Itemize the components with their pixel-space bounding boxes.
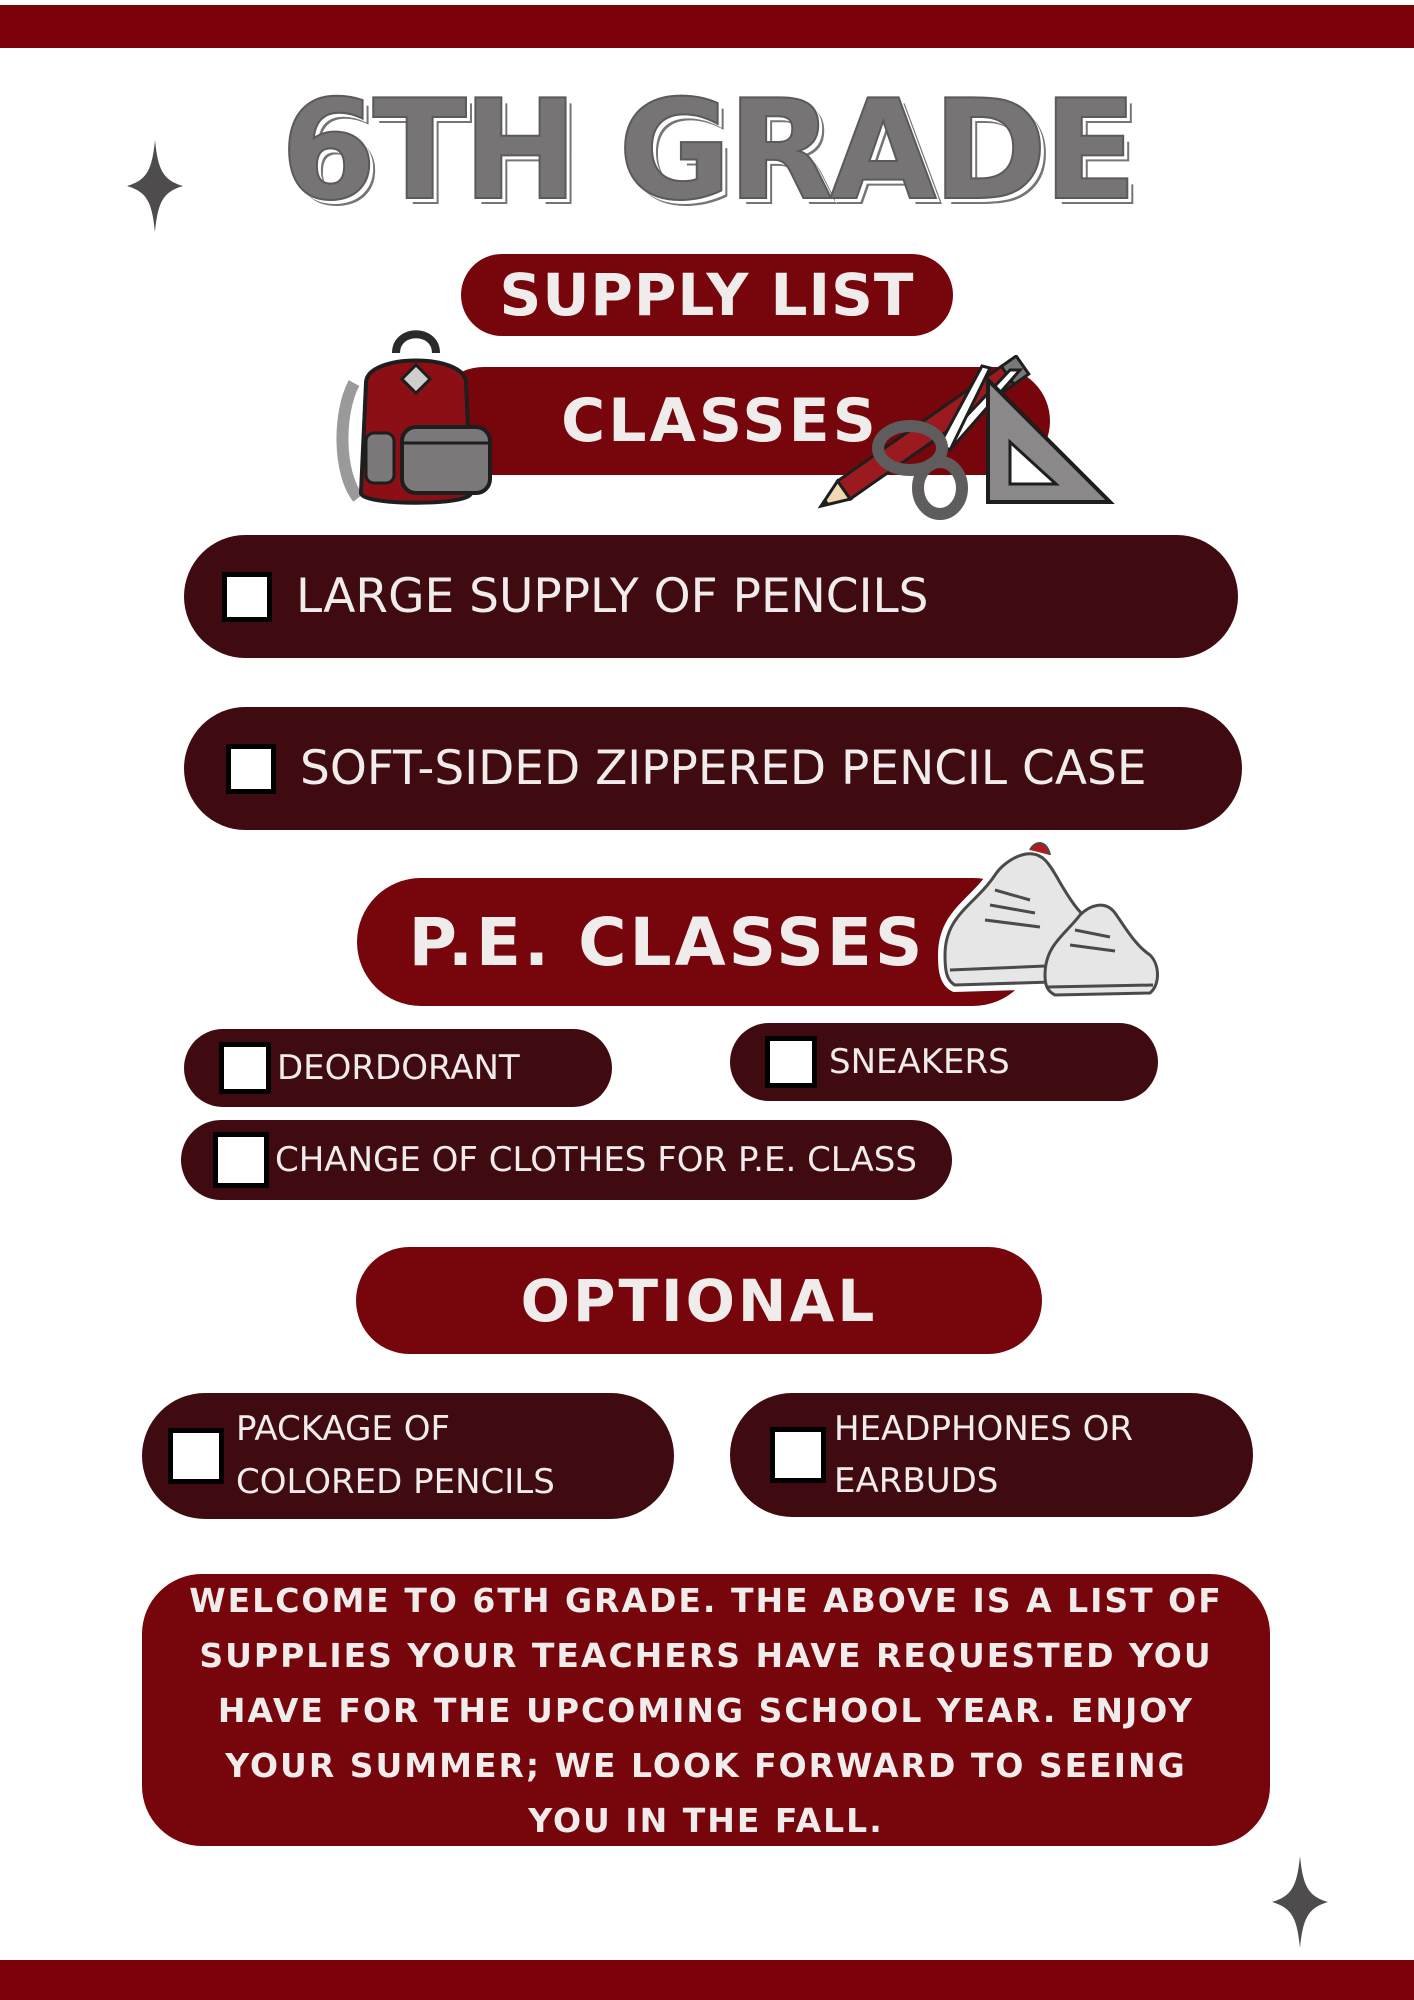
checkbox[interactable] xyxy=(226,744,276,794)
welcome-text: WELCOME TO 6TH GRADE. THE ABOVE IS A LIST OF SUPPLIES YOUR TEACHERS HAVE REQUESTED YOU HAVE FOR THE UPCOMING SCHOOL YEAR. ENJOY YOUR SUMMER; WE LOOK FORWARD TO SEEING YOU IN THE FALL. xyxy=(189,1580,1223,1840)
list-item[interactable] xyxy=(184,535,1238,658)
ruler-triangle-icon xyxy=(980,372,1116,512)
list-item[interactable] xyxy=(184,707,1242,830)
checkbox[interactable] xyxy=(222,572,272,622)
item-label: DEORDORANT xyxy=(277,1048,520,1088)
subtitle-text: SUPPLY LIST xyxy=(499,261,915,329)
list-item[interactable] xyxy=(730,1023,1158,1101)
sneakers-icon xyxy=(935,835,1165,1007)
item-label: LARGE SUPPLY OF PENCILS xyxy=(296,569,929,624)
item-label-line: COLORED PENCILS xyxy=(236,1462,555,1502)
item-label xyxy=(236,1403,555,1509)
item-label: SOFT-SIDED ZIPPERED PENCIL CASE xyxy=(300,741,1147,796)
page-title: 6TH GRADE xyxy=(280,70,1134,231)
checkbox[interactable] xyxy=(770,1427,826,1483)
checkbox[interactable] xyxy=(213,1132,269,1188)
optional-heading-text: OPTIONAL xyxy=(520,1266,878,1335)
item-label-line: HEADPHONES OR xyxy=(834,1409,1134,1449)
checkbox[interactable] xyxy=(168,1428,224,1484)
list-item[interactable] xyxy=(184,1029,612,1107)
bottom-band xyxy=(0,1960,1414,2000)
item-label-line: EARBUDS xyxy=(834,1461,999,1501)
subtitle-banner xyxy=(461,254,953,336)
list-item[interactable] xyxy=(181,1120,952,1200)
item-label: CHANGE OF CLOTHES FOR P.E. CLASS xyxy=(275,1140,917,1180)
item-label-line: PACKAGE OF xyxy=(236,1409,451,1449)
backpack-icon xyxy=(336,323,496,513)
item-label: SNEAKERS xyxy=(829,1042,1010,1082)
sparkle-icon xyxy=(1272,1856,1328,1948)
pe-heading-text: P.E. CLASSES xyxy=(408,903,926,981)
item-label xyxy=(834,1403,1133,1507)
welcome-message xyxy=(142,1574,1270,1846)
optional-heading xyxy=(356,1247,1042,1354)
top-band xyxy=(0,5,1414,48)
checkbox[interactable] xyxy=(219,1042,271,1094)
checkbox[interactable] xyxy=(765,1036,817,1088)
classes-heading-text: CLASSES xyxy=(561,386,879,456)
list-item[interactable] xyxy=(142,1393,674,1519)
list-item[interactable] xyxy=(730,1393,1253,1517)
